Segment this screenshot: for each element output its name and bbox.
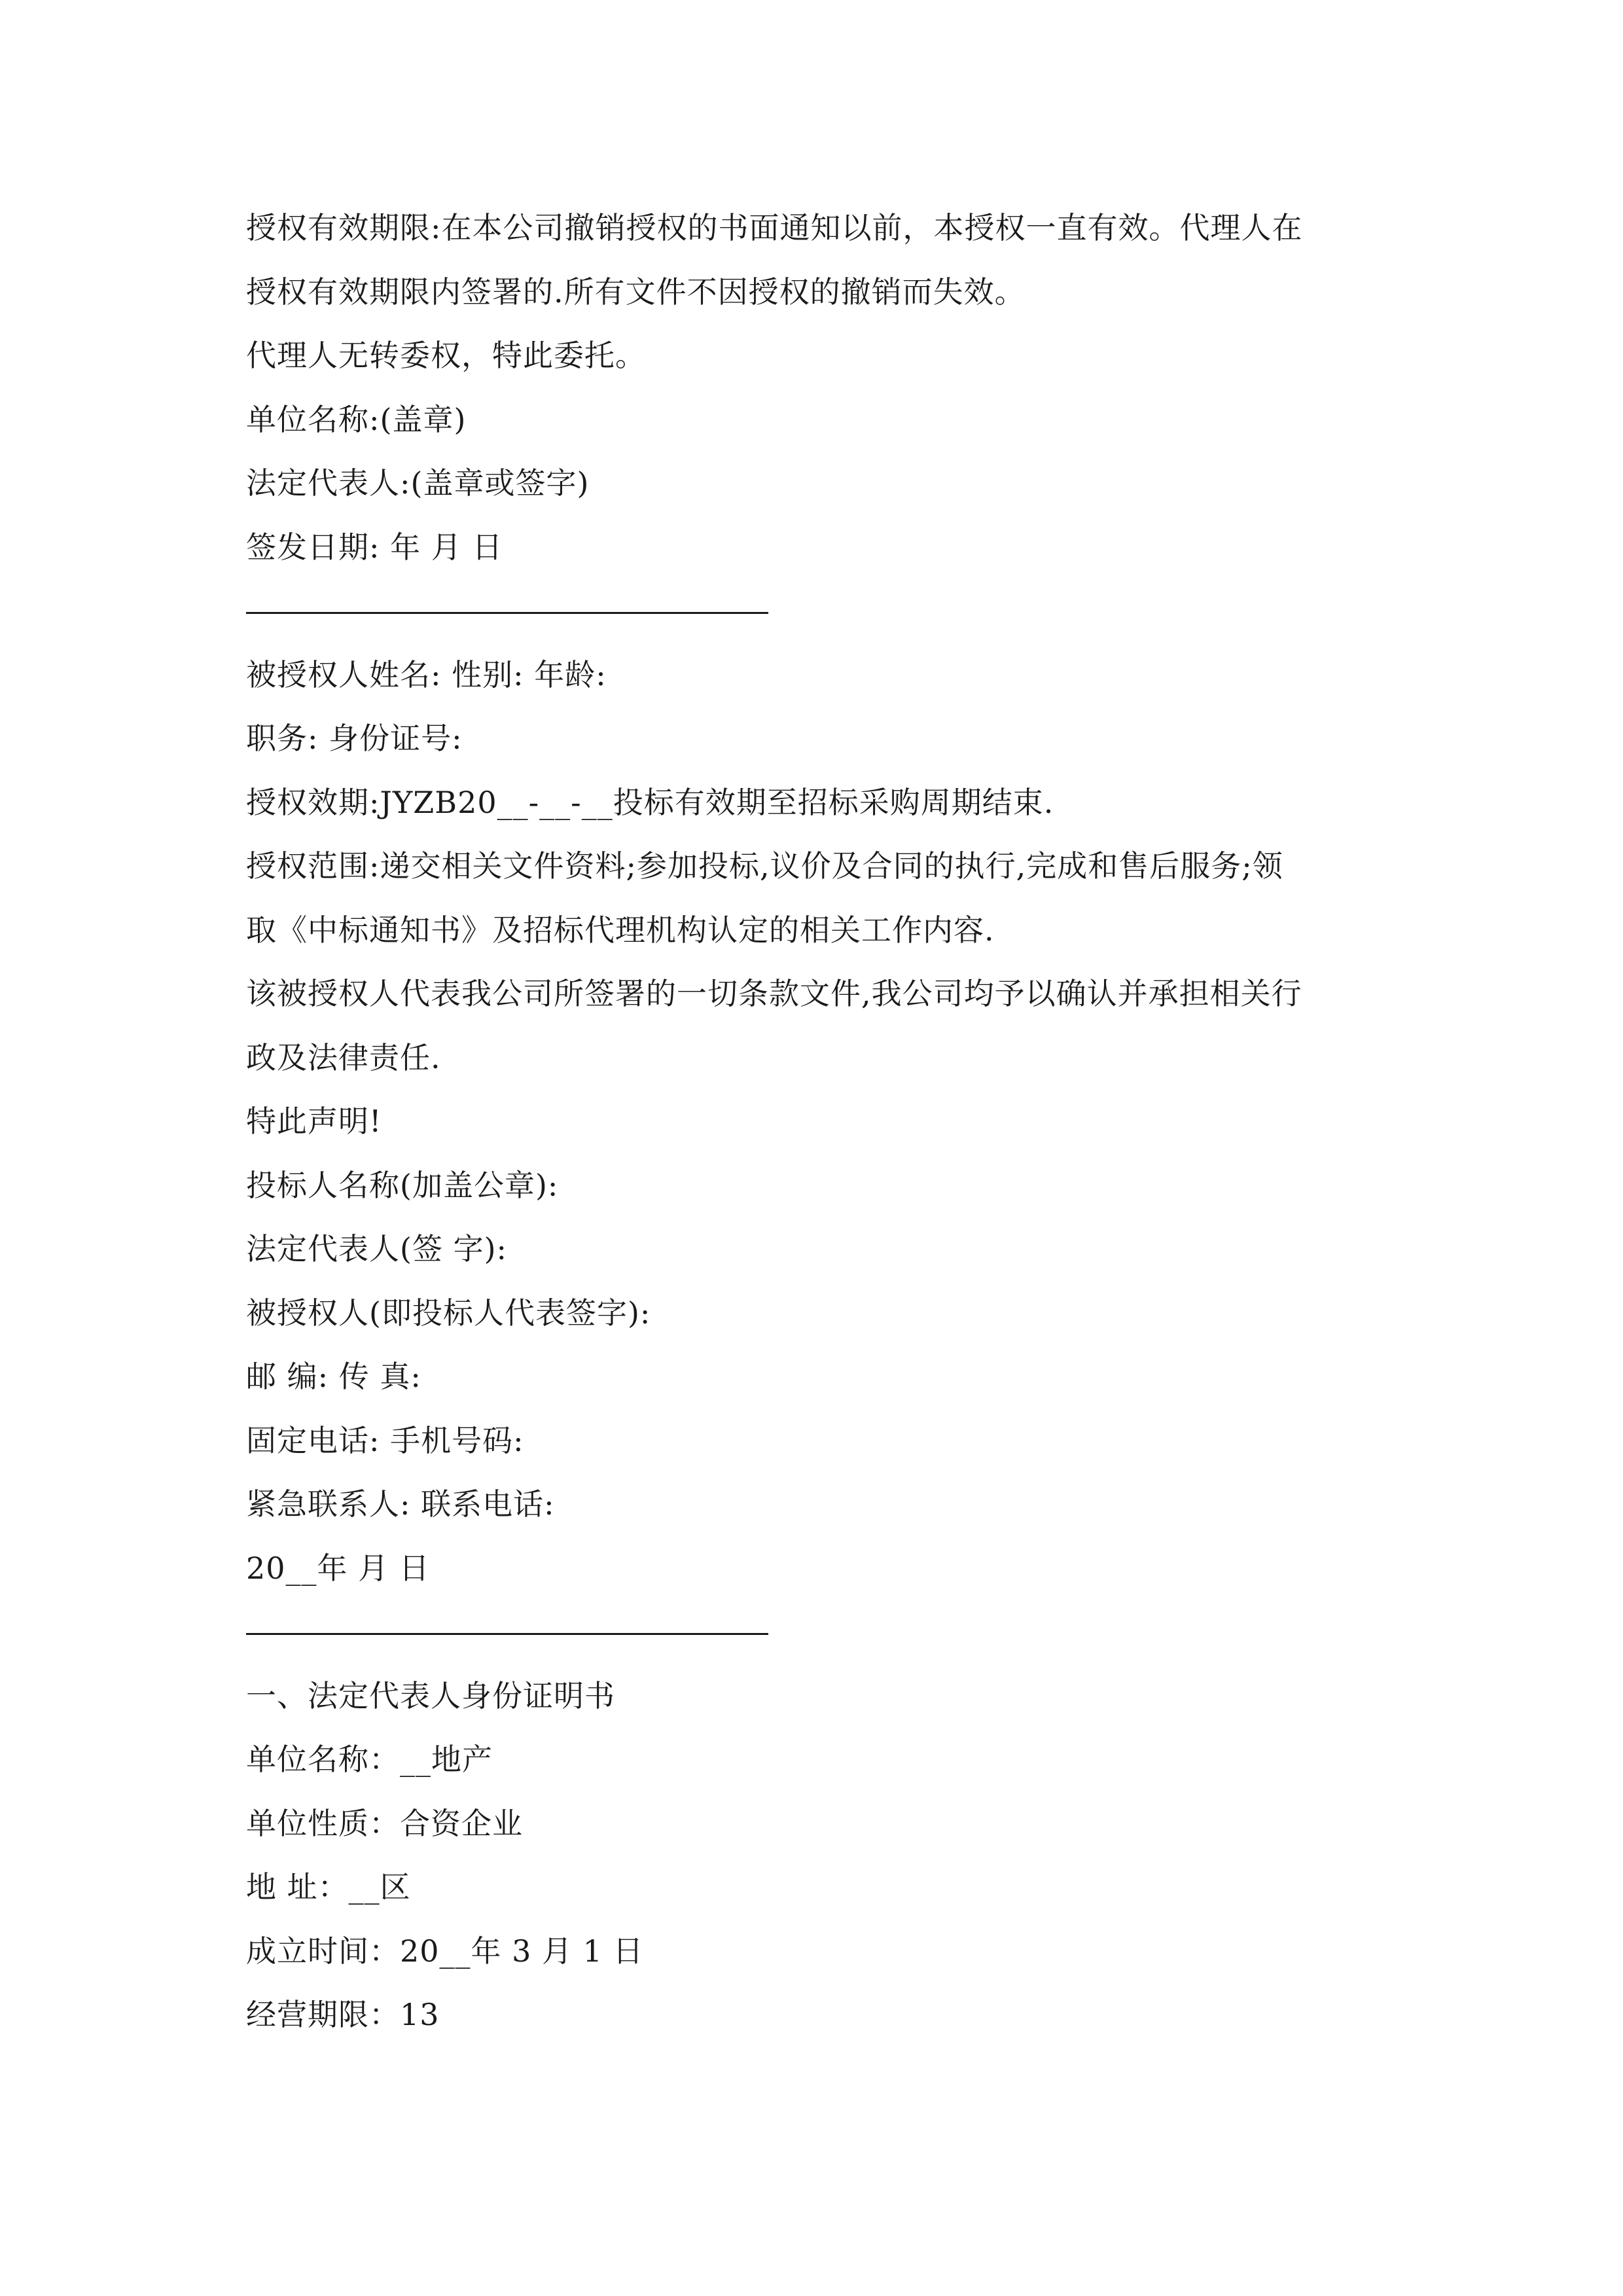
legal-rep-sign-line: 法定代表人(签 字):	[246, 1231, 508, 1266]
declaration-line: 特此声明!	[246, 1103, 382, 1139]
paragraph-line: 授权有效期限:在本公司撤销授权的书面通知以前，本授权一直有效。代理人在	[246, 210, 1303, 245]
statement-line: 政及法律责任.	[246, 1039, 441, 1075]
divider-text	[246, 596, 969, 626]
unit-name-line: 单位名称:(盖章)	[246, 401, 467, 437]
divider-rule	[246, 579, 1385, 643]
authorization-scope-line: 取《中标通知书》及招标代理机构认定的相关工作内容.	[246, 912, 995, 948]
paragraph-line: 授权有效期限内签署的.所有文件不因授权的撤销而失效。	[246, 274, 1026, 310]
grantee-sign-line: 被授权人(即投标人代表签字):	[246, 1295, 651, 1331]
bidder-name-line: 投标人名称(加盖公章):	[246, 1167, 559, 1203]
section-heading: 一、法定代表人身份证明书	[246, 1677, 615, 1713]
statement-line: 该被授权人代表我公司所签署的一切条款文件,我公司均予以确认并承担相关行	[246, 976, 1302, 1011]
date-line: 20__年 月 日	[246, 1550, 430, 1586]
authorization-period-line: 授权效期:JYZB20__-__-__投标有效期至招标采购周期结束.	[246, 784, 1054, 820]
unit-nature-line: 单位性质：合资企业	[246, 1805, 523, 1841]
position-id-line: 职务: 身份证号:	[246, 721, 463, 756]
legal-rep-line: 法定代表人:(盖章或签字)	[246, 465, 590, 501]
paragraph-line: 代理人无转委权，特此委托。	[246, 338, 646, 373]
divider-rule	[246, 1600, 1385, 1664]
emergency-contact-line: 紧急联系人: 联系电话:	[246, 1486, 555, 1522]
phone-line: 固定电话: 手机号码:	[246, 1422, 524, 1458]
divider-text	[246, 1617, 969, 1647]
authorization-scope-line: 授权范围:递交相关文件资料;参加投标,议价及合同的执行,完成和售后服务;领	[246, 848, 1283, 884]
founded-date-line: 成立时间：20__年 3 月 1 日	[246, 1933, 644, 1969]
address-line: 地 址：__区	[246, 1869, 411, 1905]
document-body	[246, 196, 1385, 2047]
operating-period-line: 经营期限：13	[246, 1997, 440, 2032]
grantee-info-line: 被授权人姓名: 性别: 年龄:	[246, 656, 607, 692]
issue-date-line: 签发日期: 年 月 日	[246, 529, 503, 565]
postcode-fax-line: 邮 编: 传 真:	[246, 1359, 421, 1394]
unit-name-line: 单位名称：__地产	[246, 1742, 493, 1777]
